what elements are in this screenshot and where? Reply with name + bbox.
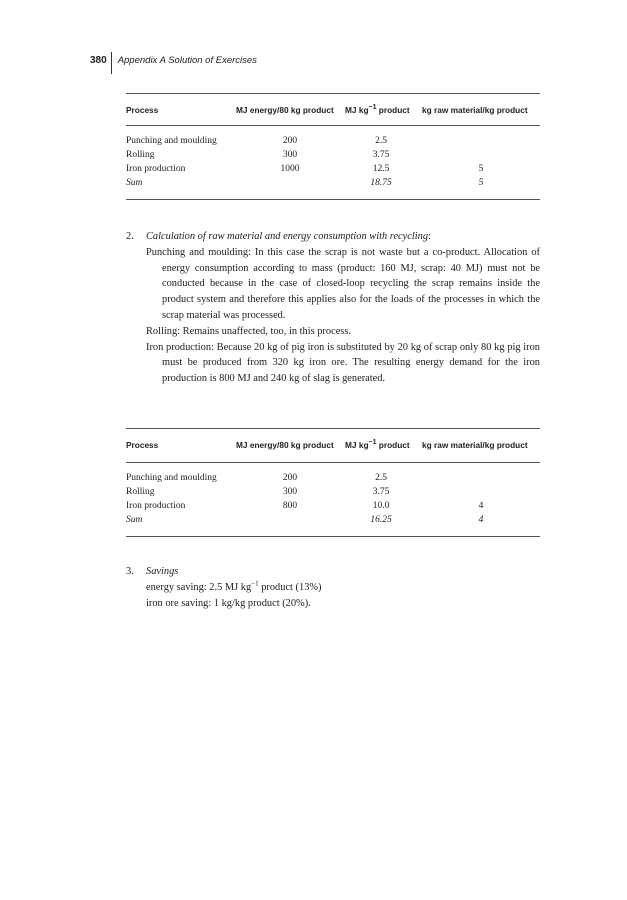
cell-process: Punching and moulding <box>126 473 217 483</box>
item-number: 3. <box>126 566 134 577</box>
table-header-rule <box>126 125 540 126</box>
cell-mj-per-kg: 3.75 <box>372 487 390 497</box>
energy-saving-suffix: product (13%) <box>258 581 322 593</box>
column-header-energy: MJ energy/80 kg product <box>236 105 334 115</box>
column-header-process: Process <box>126 105 159 115</box>
cell-sum-raw: 5 <box>478 178 484 188</box>
iron-ore-saving-line: iron ore saving: 1 kg/kg product (20%). <box>146 597 311 609</box>
column-header-product: product <box>376 105 410 115</box>
table-row <box>126 501 540 514</box>
cell-mj-per-kg: 2.5 <box>375 473 387 483</box>
column-header-mj-kg: MJ kg <box>345 440 369 450</box>
table-row <box>126 473 540 486</box>
table-row <box>126 150 540 163</box>
table-top-rule <box>126 93 540 94</box>
cell-energy: 200 <box>282 473 298 483</box>
cell-sum-label: Sum <box>126 515 143 525</box>
cell-sum-label: Sum <box>126 178 143 188</box>
table-header-row <box>126 105 540 119</box>
cell-mj-per-kg: 3.75 <box>372 150 390 160</box>
table-header-row <box>126 440 540 454</box>
column-header-energy: MJ energy/80 kg product <box>236 440 334 450</box>
column-header-mj-kg: MJ kg <box>345 105 369 115</box>
exercise-item-3 <box>126 564 540 611</box>
column-header-process: Process <box>126 440 159 450</box>
cell-mj-per-kg: 10.0 <box>372 501 390 511</box>
cell-process: Rolling <box>126 150 155 160</box>
cell-raw: 5 <box>478 164 484 174</box>
table-row <box>126 164 540 177</box>
item-heading <box>126 564 540 580</box>
cell-mj-per-kg: 12.5 <box>372 164 390 174</box>
table-bottom-rule <box>126 199 540 200</box>
table-top-rule <box>126 428 540 429</box>
page-number: 380 <box>90 55 107 66</box>
table-sum-row <box>126 178 540 191</box>
column-header-mj-per-kg <box>345 440 410 450</box>
column-header-raw-material: kg raw material/kg product <box>422 440 528 450</box>
paragraph-rolling: Rolling: Remains unaffected, too, in this process. <box>146 325 351 337</box>
cell-sum-raw: 4 <box>478 515 484 525</box>
cell-mj-per-kg: 2.5 <box>375 136 387 146</box>
column-header-product: product <box>376 440 410 450</box>
cell-raw: 4 <box>478 501 484 511</box>
energy-saving-text: energy saving: 2.5 MJ kg <box>146 581 252 593</box>
energy-saving-line <box>126 580 540 596</box>
cell-energy: 1000 <box>280 164 300 174</box>
table-row <box>126 136 540 149</box>
paragraph-punching: Punching and moulding: In this case the scrap is not waste but a co-product. Allocation of energy consumption according to mass (product: 160 MJ, scrap: 40 MJ) must not be conducted because in the case of closed-loop recycling the scrap remains inside the product system and therefore this applies also for the loads of the processes in which the scrap material was processed. <box>146 246 540 321</box>
running-title: Appendix A Solution of Exercises <box>117 55 257 66</box>
cell-energy: 800 <box>282 501 298 511</box>
cell-process: Iron production <box>126 501 186 511</box>
cell-energy: 300 <box>282 150 298 160</box>
item-number: 2. <box>126 231 134 242</box>
item-title: Calculation of raw material and energy consumption with recycling <box>146 231 429 242</box>
header-divider <box>111 52 112 74</box>
paragraph-iron-production: Iron production: Because 20 kg of pig iron is substituted by 20 kg of scrap only 80 kg pig iron must be produced from 320 kg iron ore. The resulting energy demand for the iron production is 800 MJ and 240 kg of slag is generated. <box>146 341 540 385</box>
energy-saving-exponent: −1 <box>251 579 259 588</box>
column-header-mj-per-kg <box>345 105 410 115</box>
running-header <box>90 52 257 74</box>
table-header-rule <box>126 462 540 463</box>
cell-process: Punching and moulding <box>126 136 217 146</box>
cell-sum-mj-per-kg: 16.25 <box>370 515 392 525</box>
item-heading <box>126 229 540 245</box>
table-row <box>126 487 540 500</box>
table-sum-row <box>126 515 540 528</box>
exercise-item-2 <box>126 229 540 387</box>
column-header-raw-material: kg raw material/kg product <box>422 105 528 115</box>
cell-process: Rolling <box>126 487 155 497</box>
cell-energy: 200 <box>282 136 298 146</box>
column-header-exponent: −1 <box>368 439 377 447</box>
table-bottom-rule <box>126 536 540 537</box>
column-header-exponent: −1 <box>368 104 377 112</box>
cell-process: Iron production <box>126 164 186 174</box>
cell-energy: 300 <box>282 487 298 497</box>
item-title-suffix: : <box>428 231 431 242</box>
cell-sum-mj-per-kg: 18.75 <box>370 178 392 188</box>
item-title: Savings <box>146 566 179 577</box>
